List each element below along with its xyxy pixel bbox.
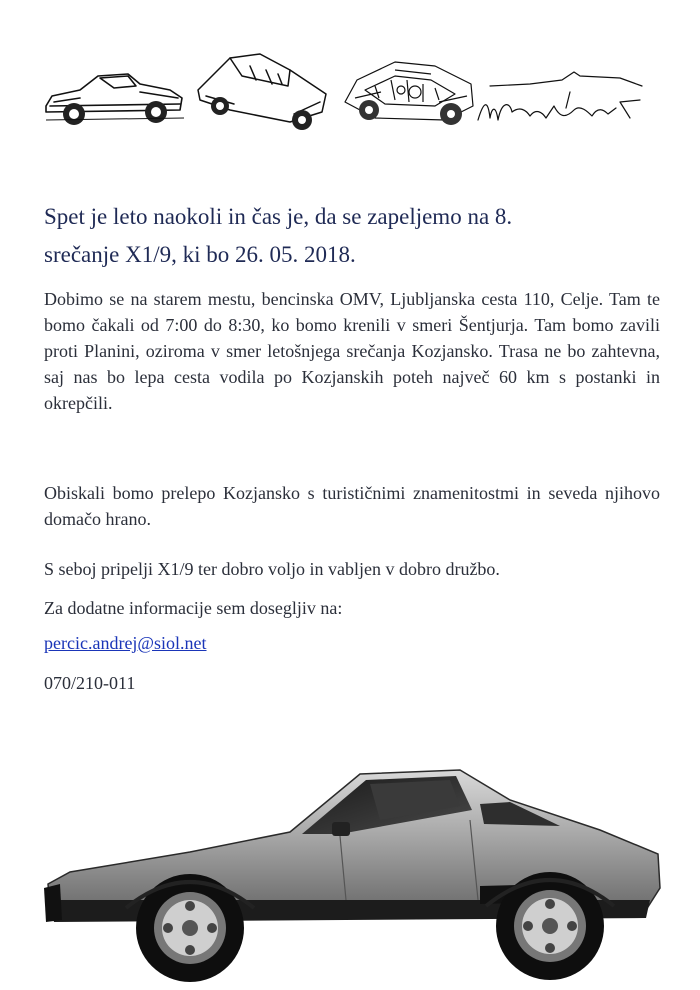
heading-line-2: srečanje X1/9, ki bo 26. 05. 2018.	[44, 242, 356, 267]
bring-paragraph: S seboj pripelji X1/9 ter dobro voljo in vabljen v dobro družbo.	[44, 559, 500, 579]
car-cutaway-sketch-image	[335, 40, 485, 140]
event-heading	[44, 198, 664, 274]
car-side-sketch-image	[40, 40, 190, 140]
meeting-paragraph: Dobimo se na starem mestu, bencinska OMV, Ljubljanska cesta 110, Celje. Tam te bomo čakali od 7:00 do 8:30, ko bomo krenili v smeri Šentjurja. Tam bomo zavili proti Planini, oziroma v smer letošnjega srečanja Kozjansko. Trasa ne bo zahtevna, saj nas bo lepa cesta vodila po Kozjanskih poteh največ 60 km s postanki in okrepčili.	[44, 289, 660, 413]
info-paragraph: Za dodatne informacije sem dosegljiv na:	[44, 598, 343, 618]
car-open-roof-sketch-image	[190, 40, 340, 140]
car-photo-image	[40, 760, 670, 990]
heading-line-1: Spet je leto naokoli in čas je, da se zapeljemo na 8.	[44, 204, 513, 229]
bertone-signature-image	[470, 40, 660, 140]
email-link[interactable]: percic.andrej@siol.net	[44, 633, 207, 653]
visit-paragraph: Obiskali bomo prelepo Kozjansko s turističnimi znamenitostmi in seveda njihovo domačo hrano.	[44, 483, 660, 529]
header-sketches	[40, 40, 660, 150]
phone-number: 070/210-011	[44, 673, 136, 693]
